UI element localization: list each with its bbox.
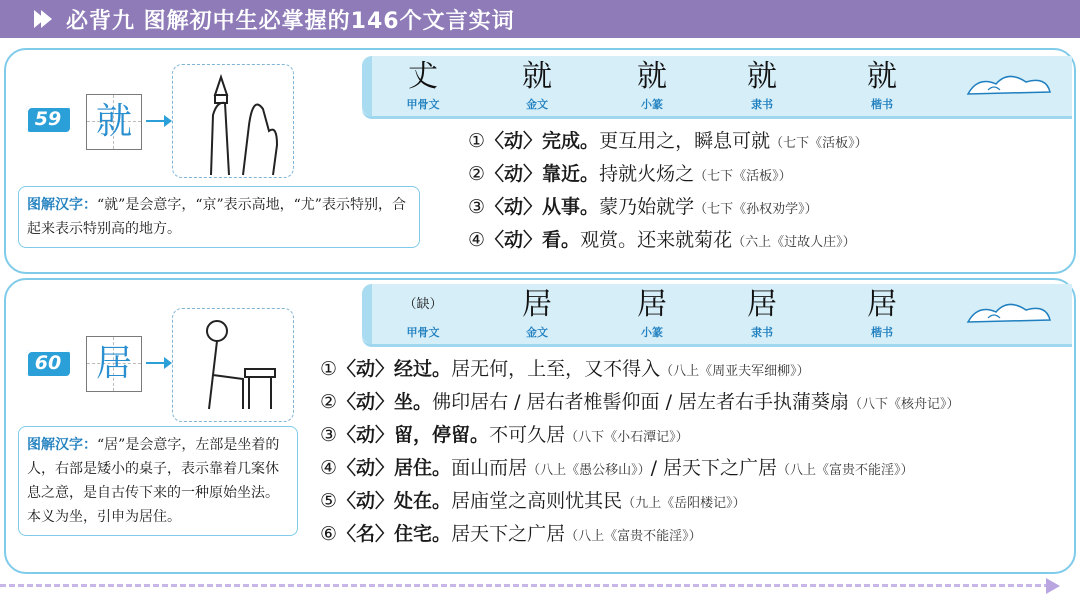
entry-number: 59 — [26, 106, 70, 132]
definition-item: ②〈动〉靠近。持就火炀之（七下《活板》） — [468, 163, 792, 185]
script-seal: 居 小篆 — [637, 287, 667, 339]
script-bronze: 就 金文 — [522, 59, 552, 111]
script-oracle: （缺） 甲骨文 — [403, 297, 443, 339]
script-regular: 居 楷书 — [867, 287, 897, 339]
page-header — [0, 0, 1080, 38]
definition-item: ②〈动〉坐。佛印居右 / 居右者椎髻仰面 / 居左者右手执蒲葵扇（八下《核舟记》） — [320, 391, 960, 413]
definition-item: ①〈动〉经过。居无何，上至，又不得入（八上《周亚夫军细柳》） — [320, 358, 810, 380]
script-bronze: 居 金文 — [522, 287, 552, 339]
arrow-right-icon — [1046, 578, 1060, 594]
character-illustration — [172, 308, 294, 422]
explanation-box: 图解汉字：“居”是会意字，左部是坐着的人，右部是矮小的桌子，表示靠着几案休息之意，是自古传下来的一种原始坐法。本义为坐，引申为居住。 — [18, 426, 298, 536]
footer-divider — [0, 584, 1050, 587]
script-clerical: 就 隶书 — [747, 59, 777, 111]
definition-item: ③〈动〉留，停留。不可久居（八下《小石潭记》） — [320, 424, 689, 446]
script-oracle: 𠀋 甲骨文 — [406, 59, 440, 111]
entry-card-59 — [4, 48, 1076, 274]
page-title: 必背九 图解初中生必掌握的146个文言实词 — [66, 8, 515, 34]
definition-item: ④〈动〉居住。面山而居（八上《愚公移山》）/ 居天下之广居（八上《富贵不能淫》） — [320, 457, 914, 479]
arrow-icon — [146, 120, 168, 122]
definition-item: ⑤〈动〉处在。居庙堂之高则忧其民（九上《岳阳楼记》） — [320, 490, 746, 512]
definition-item: ④〈动〉看。观赏。还来就菊花（六上《过故人庄》） — [468, 229, 856, 251]
character-illustration — [172, 64, 294, 178]
script-regular: 就 楷书 — [867, 59, 897, 111]
arrow-icon — [146, 362, 168, 364]
entry-number: 60 — [26, 350, 70, 376]
entry-character: 就 — [86, 94, 142, 150]
definition-item: ③〈动〉从事。蒙乃始就学（七下《孙权劝学》） — [468, 196, 818, 218]
play-icon — [41, 10, 52, 28]
definition-item: ①〈动〉完成。更互用之，瞬息可就（七下《活板》） — [468, 130, 868, 152]
script-evolution-banner — [362, 56, 1072, 119]
entry-character: 居 — [86, 336, 142, 392]
script-evolution-banner — [362, 284, 1072, 347]
entry-card-60 — [4, 278, 1076, 574]
script-seal: 就 小篆 — [637, 59, 667, 111]
cloud-icon — [958, 294, 1058, 334]
definition-item: ⑥〈名〉住宅。居天下之广居（八上《富贵不能淫》） — [320, 523, 702, 545]
cloud-icon — [958, 66, 1058, 106]
script-clerical: 居 隶书 — [747, 287, 777, 339]
definition-list — [468, 126, 868, 258]
definition-list — [320, 354, 960, 552]
explanation-box: 图解汉字：“就”是会意字，“京”表示高地，“尤”表示特别，合起来表示特别高的地方。 — [18, 186, 420, 248]
